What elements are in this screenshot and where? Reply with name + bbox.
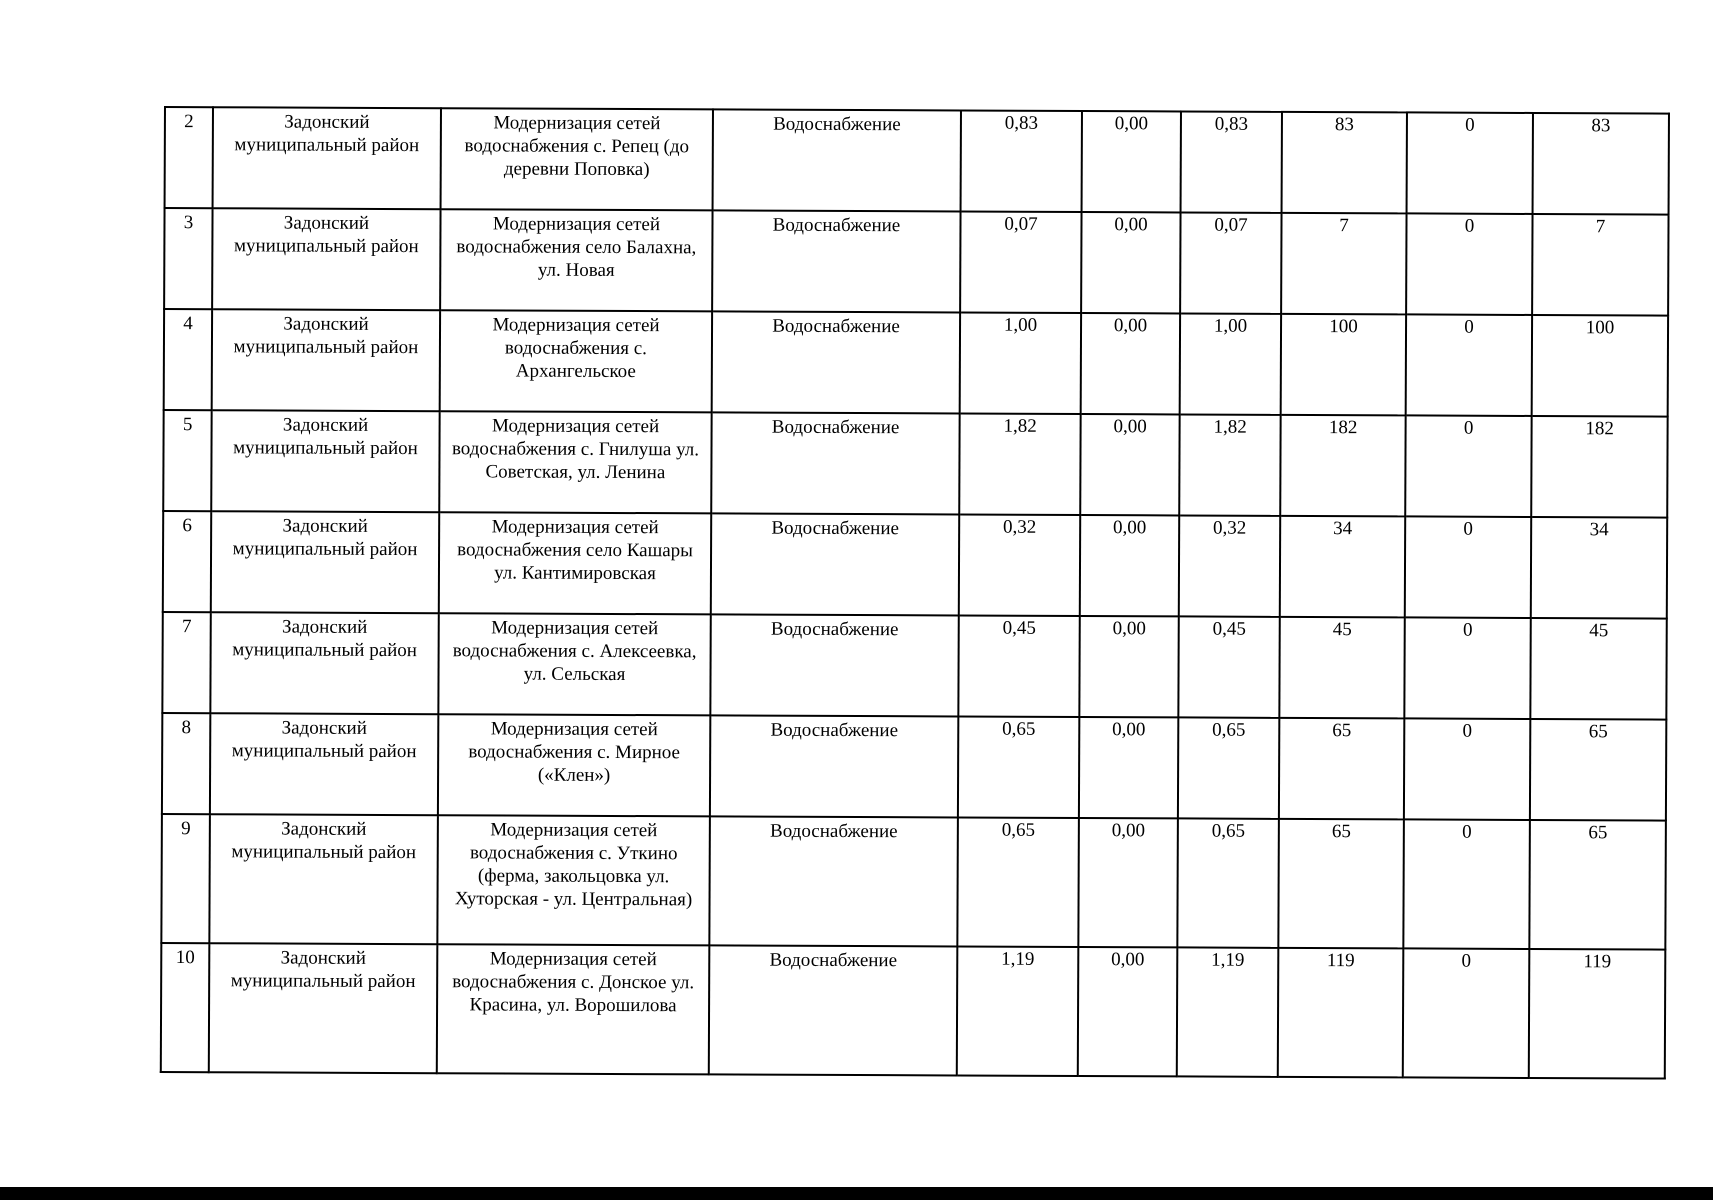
- district-cell: Задонский муниципальный район: [213, 107, 441, 209]
- service-type-cell: Водоснабжение: [709, 945, 958, 1075]
- service-type-cell: Водоснабжение: [710, 614, 958, 716]
- value-2-cell: 0,00: [1082, 111, 1181, 212]
- value-1-cell: 0,07: [960, 211, 1081, 313]
- value-3-cell: 1,19: [1177, 947, 1279, 1076]
- district-cell: Задонский муниципальный район: [212, 309, 440, 411]
- value-5-cell: 0: [1403, 948, 1530, 1078]
- value-2-cell: 0,00: [1078, 818, 1178, 947]
- table-row: [163, 511, 1667, 619]
- value-3-cell: 0,07: [1180, 212, 1281, 313]
- value-4-cell: 119: [1278, 948, 1404, 1078]
- district-cell: Задонский муниципальный район: [212, 208, 440, 310]
- value-2-cell: 0,00: [1081, 313, 1180, 414]
- value-3-cell: 0,65: [1178, 717, 1279, 818]
- water-supply-table: [160, 106, 1670, 1080]
- row-number-cell: 9: [161, 814, 210, 943]
- value-1-cell: 0,45: [958, 615, 1079, 717]
- value-3-cell: 0,65: [1177, 818, 1279, 947]
- district-cell: Задонский муниципальный район: [211, 511, 439, 613]
- project-name-cell: Модернизация сетей водоснабжения с. Архангельское: [440, 310, 712, 412]
- value-3-cell: 1,00: [1180, 313, 1281, 414]
- value-4-cell: 83: [1282, 112, 1407, 214]
- value-6-cell: 100: [1532, 315, 1668, 417]
- value-5-cell: 0: [1405, 516, 1531, 618]
- value-4-cell: 45: [1279, 617, 1404, 719]
- value-1-cell: 1,82: [959, 413, 1080, 515]
- value-4-cell: 7: [1281, 213, 1406, 315]
- row-number-cell: 4: [164, 309, 212, 410]
- value-5-cell: 0: [1404, 617, 1530, 719]
- table-row: [164, 309, 1668, 417]
- value-4-cell: 100: [1281, 314, 1406, 416]
- value-2-cell: 0,00: [1079, 717, 1178, 818]
- table-body: [161, 107, 1669, 1079]
- service-type-cell: Водоснабжение: [713, 109, 961, 211]
- value-6-cell: 119: [1529, 949, 1666, 1079]
- value-3-cell: 1,82: [1179, 414, 1280, 515]
- value-5-cell: 0: [1404, 718, 1530, 820]
- service-type-cell: Водоснабжение: [712, 311, 960, 413]
- project-name-cell: Модернизация сетей водоснабжения с. Репец (до деревни Поповка): [441, 108, 713, 210]
- district-cell: Задонский муниципальный район: [211, 410, 439, 512]
- row-number-cell: 5: [163, 410, 211, 511]
- value-4-cell: 65: [1278, 819, 1404, 949]
- service-type-cell: Водоснабжение: [712, 210, 960, 312]
- service-type-cell: Водоснабжение: [711, 513, 959, 615]
- value-1-cell: 0,32: [959, 514, 1080, 616]
- table-row: [164, 208, 1668, 316]
- value-1-cell: 1,00: [960, 312, 1081, 414]
- service-type-cell: Водоснабжение: [711, 412, 959, 514]
- value-3-cell: 0,32: [1179, 515, 1280, 616]
- value-6-cell: 182: [1531, 416, 1667, 518]
- project-name-cell: Модернизация сетей водоснабжения село Балахна, ул. Новая: [440, 209, 712, 311]
- value-5-cell: 0: [1403, 819, 1530, 949]
- row-number-cell: 2: [165, 107, 213, 208]
- value-2-cell: 0,00: [1080, 515, 1179, 616]
- value-5-cell: 0: [1407, 112, 1533, 214]
- district-cell: Задонский муниципальный район: [210, 612, 438, 714]
- value-1-cell: 1,19: [957, 946, 1079, 1076]
- value-2-cell: 0,00: [1080, 414, 1179, 515]
- value-2-cell: 0,00: [1078, 947, 1178, 1076]
- district-cell: Задонский муниципальный район: [209, 943, 438, 1073]
- value-6-cell: 34: [1531, 517, 1667, 619]
- value-1-cell: 0,83: [961, 110, 1082, 212]
- project-name-cell: Модернизация сетей водоснабжения с. Гнилуша ул. Советская, ул. Ленина: [439, 411, 711, 513]
- value-6-cell: 45: [1530, 618, 1666, 720]
- table-row: [165, 107, 1669, 215]
- value-4-cell: 65: [1279, 718, 1404, 820]
- scan-bottom-edge: [0, 1187, 1713, 1200]
- project-name-cell: Модернизация сетей водоснабжения село Кашары ул. Кантимировская: [439, 512, 711, 614]
- value-1-cell: 0,65: [958, 716, 1079, 818]
- value-3-cell: 0,45: [1178, 616, 1279, 717]
- table-row: [161, 943, 1666, 1079]
- row-number-cell: 3: [164, 208, 212, 309]
- district-cell: Задонский муниципальный район: [210, 713, 438, 815]
- row-number-cell: 10: [161, 943, 210, 1072]
- value-6-cell: 65: [1529, 820, 1666, 950]
- table-row: [161, 814, 1666, 950]
- value-5-cell: 0: [1405, 415, 1531, 517]
- project-name-cell: Модернизация сетей водоснабжения с. Уткино (ферма, закольцовка ул. Хуторская - ул. Центральная): [437, 815, 710, 945]
- row-number-cell: 6: [163, 511, 211, 612]
- value-1-cell: 0,65: [957, 817, 1079, 947]
- value-4-cell: 34: [1280, 516, 1405, 618]
- value-3-cell: 0,83: [1181, 111, 1282, 212]
- value-6-cell: 7: [1532, 214, 1668, 316]
- project-name-cell: Модернизация сетей водоснабжения с. Донское ул. Красина, ул. Ворошилова: [437, 944, 710, 1074]
- service-type-cell: Водоснабжение: [709, 816, 958, 946]
- value-6-cell: 83: [1533, 113, 1669, 215]
- table-row: [163, 410, 1667, 518]
- document-table-wrapper: [160, 106, 1668, 1080]
- project-name-cell: Модернизация сетей водоснабжения с. Мирное («Клен»): [438, 714, 710, 816]
- table-row: [162, 713, 1666, 821]
- value-2-cell: 0,00: [1079, 616, 1178, 717]
- value-2-cell: 0,00: [1081, 212, 1180, 313]
- value-4-cell: 182: [1280, 415, 1405, 517]
- row-number-cell: 7: [162, 612, 210, 713]
- value-5-cell: 0: [1406, 314, 1532, 416]
- row-number-cell: 8: [162, 713, 210, 814]
- district-cell: Задонский муниципальный район: [209, 814, 438, 944]
- project-name-cell: Модернизация сетей водоснабжения с. Алексеевка, ул. Сельская: [438, 613, 710, 715]
- service-type-cell: Водоснабжение: [710, 715, 958, 817]
- table-row: [162, 612, 1666, 720]
- value-6-cell: 65: [1530, 719, 1666, 821]
- value-5-cell: 0: [1406, 213, 1532, 315]
